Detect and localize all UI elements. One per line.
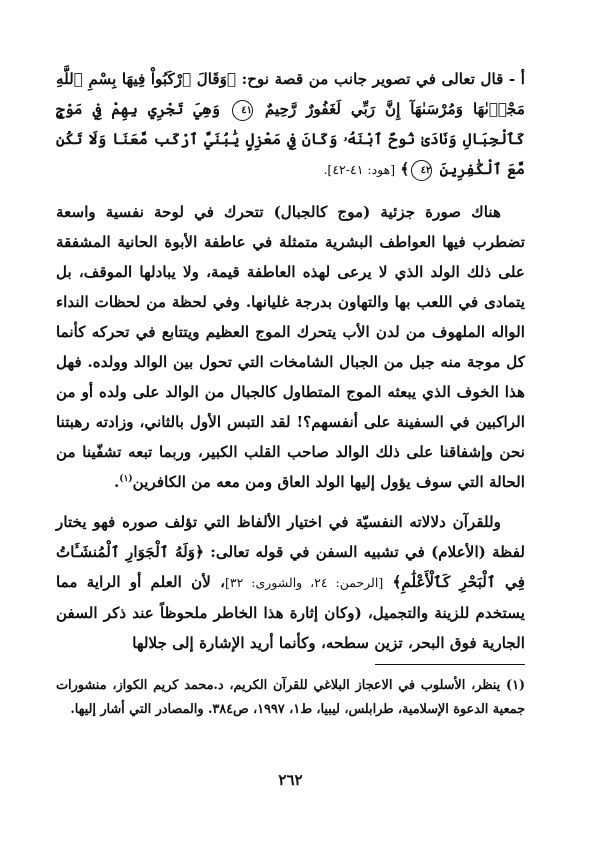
footnote: [56, 674, 525, 722]
ayah-number-41: ٤١: [232, 100, 253, 121]
verse-open-bracket: ﴿: [226, 70, 237, 88]
verse-text-part-1: وَقَالَ ٱرْكَبُواْ فِيهَا بِسْمِ ٱللَّهِ مَجْرٜىٰهَا وَمُرْسَىٰهَآ إِنَّ رَبِّي لَغَفُورٌ رَّحِيمٌ: [56, 70, 525, 118]
word-choice-text-1: وللقرآن دلالاته النفسيّة في اختيار الألفاظ التي تؤلف صوره فهو يختار لفظة (الأعلام) في تشبيه السفن في قوله تعالى:: [56, 513, 526, 561]
word-choice-text-2: ، لأن العلم أو الراية مما يستخدم للزينة والتجميل، (وكان إثارة هذا الخاطر ملحوظاً عند ذكر السفن الجارية فوق البحر، تزين سطحه، وكأنما أريد الإشارة إلى جلالها: [56, 573, 525, 652]
footnote-marker[interactable]: (١): [119, 473, 133, 484]
book-page: [56, 64, 525, 846]
verse-text-part-2: وَهِيَ تَجْرِي بِهِمْ فِي مَوْجٍ كَٱلْجِبَالِ وَنَادَىٰ نُوحٌ ٱبْنَهُۥ وَكَانَ فِي مَعْزِلٍ يَٰبُنَيَّ ٱرْكَب مَّعَنَا وَلَا تَكُن مَّعَ ٱلْكَٰفِرِينَ: [56, 100, 525, 178]
word-choice-section: [56, 507, 525, 658]
analysis-text: هناك صورة جزئية (موج كالجبال) تتحرك في لوحة نفسية واسعة تضطرب فيها العواطف البشرية متمثلة في عاطفة الأبوة الحانية المشفقة على ذلك الولد الذي لا يرعى لهذه العاطفة قيمة، ولا يبادلها الموقف، بل يتمادى في اللعب بها والتهاون بدرجة غليانها. وفي لحظة من لحظات النداء الواله الملهوف من لدن الأب يتحرك الموج العظيم ويتتابع في تحركه كأنما كل موجة منه جبل من الجبال الشامخات التي تحول بين الوالد وولده. فهل هذا الخوف الذي يبعثه الموج المتطاول كالجبال من الوالد على ولده أو من الراكبين في السفينة على أنفسهم؟! لقد التبس الأول بالثاني، وزادته رهبتنا نحن وإشفاقنا على ذلك الوالد صاحب القلب الكبير، وربما تبعه تشفّينا من الحالة التي سوف يؤول إليها الولد العاق ومن معه من الكافرين: [56, 203, 525, 491]
footnote-text: (١) ينظر، الأسلوب في الاعجاز البلاغي للقرآن الكريم، د.محمد كريم الكواز، منشورات جمعية الدعوة الإسلامية، طرابلس، ليبيا، ط١، ١٩٩٧، ص٣٨٤. والمصادر التي أشار إليها.: [56, 678, 525, 717]
intro-text: أ - قال تعالى في تصوير جانب من قصة نوح:: [241, 70, 525, 88]
analysis-paragraph-section: [56, 197, 525, 497]
quran-quote-paragraph: [56, 64, 525, 185]
quran-quote-section: [56, 64, 525, 185]
analysis-text-end: .: [114, 473, 120, 491]
verse-reference-rahman: [الرحمن: ٢٤، والشورى: ٣٢]: [225, 575, 384, 590]
verse-close-bracket: ﴾: [400, 160, 410, 178]
verse-reference: [هود: ٤١-٤٢].: [323, 162, 396, 177]
footnote-divider: [375, 664, 525, 665]
word-choice-paragraph: [56, 507, 525, 658]
page-number: ٢٦٢: [278, 771, 303, 789]
analysis-paragraph: [56, 197, 525, 497]
verse-al-rahman: ﴿وَلَهُ ٱلْجَوَارِ ٱلْمُنشَـَٔاتُ فِي ٱلْبَحْرِ كَٱلْأَعْلَٰمِ﴾: [56, 543, 525, 591]
ayah-number-42: ٤٢: [411, 160, 432, 181]
